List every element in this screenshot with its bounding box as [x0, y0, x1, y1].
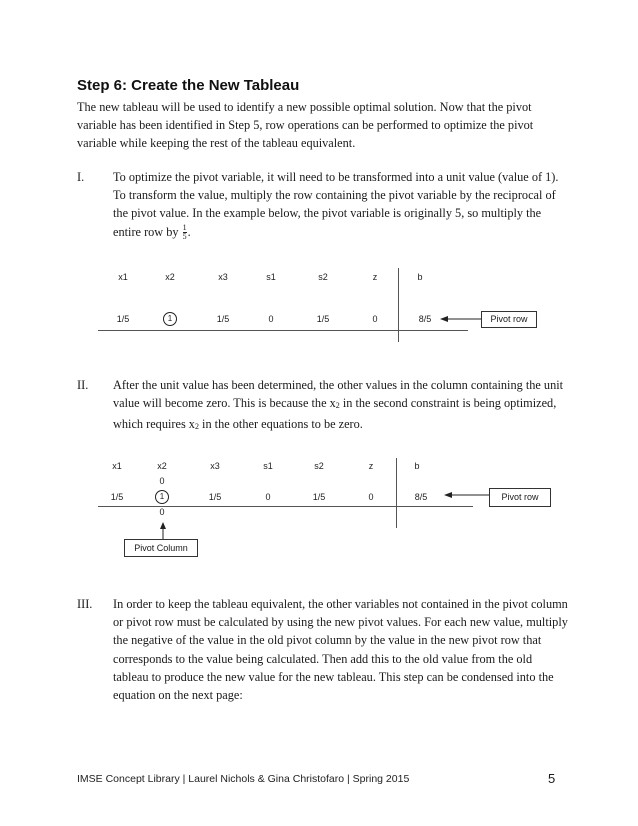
pivot-column-label: Pivot Column [124, 539, 198, 557]
item-text-part: To optimize the pivot variable, it will need to be transformed into a unit value (value of 1). To transform the value, multiply the row containing the pivot variable by the reciprocal of the pivot value. In the example below, the pivot variable is originally 5, so multiply the entire row by [113, 170, 559, 239]
value-cell: 1/5 [208, 492, 222, 502]
item-text-part: . [187, 224, 191, 239]
row-rule [98, 330, 468, 331]
pivot-circled-cell [155, 312, 185, 326]
subscript: 2 [335, 401, 340, 411]
item-text [113, 168, 568, 241]
zero-above: 0 [159, 476, 165, 486]
value-cell: 1/5 [316, 314, 330, 324]
value-cell: 1/5 [110, 492, 124, 502]
row-rule [98, 506, 473, 507]
header-cell: z [368, 461, 374, 471]
intro-paragraph: The new tableau will be used to identify a new possible optimal solution. Now that the pivot variable has been identified in Step 5, row operations can be performed to optimize the pivot variable while keeping the rest of the tableau equivalent. [77, 100, 534, 150]
pivot-element: 1 [155, 490, 169, 504]
value-cell: 0 [265, 492, 271, 502]
header-cell: z [372, 272, 378, 282]
item-text-part: in the second constraint is being optimized, which requires x [113, 396, 557, 432]
item-number: III. [77, 597, 93, 611]
header-cell: x3 [218, 272, 228, 282]
value-cell: 0 [268, 314, 274, 324]
header-cell: b [414, 461, 420, 471]
arrow-left-icon [444, 489, 490, 501]
header-cell: x1 [112, 461, 122, 471]
value-cell: 8/5 [418, 314, 432, 324]
page-number: 5 [548, 771, 556, 786]
pivot-circled-cell [147, 490, 177, 504]
rhs-divider [398, 268, 399, 342]
pivot-element: 1 [163, 312, 177, 326]
value-cell: 0 [372, 314, 378, 324]
header-cell: b [417, 272, 423, 282]
section-heading: Step 6: Create the New Tableau [77, 77, 300, 94]
subscript: 2 [194, 422, 199, 432]
fraction-one-fifth [183, 224, 187, 241]
header-cell: x3 [210, 461, 220, 471]
item-text-part: in the other equations to be zero. [198, 417, 363, 432]
header-cell: x1 [118, 272, 128, 282]
pivot-row-label: Pivot row [481, 311, 537, 328]
item-text-part: After the unit value has been determined, the other values in the column containing the unit value will become zero. This is because the x [113, 378, 564, 411]
header-cell: s1 [266, 272, 276, 282]
value-cell: 1/5 [312, 492, 326, 502]
value-cell: 0 [368, 492, 374, 502]
value-cell: 1/5 [216, 314, 230, 324]
header-cell: s1 [263, 461, 273, 471]
value-cell: 8/5 [414, 492, 428, 502]
fraction-numerator: 1 [182, 223, 187, 233]
rhs-divider [396, 458, 397, 528]
item-text: In order to keep the tableau equivalent, the other variables not contained in the pivot column or pivot row must be calculated by using the new pivot values. For each new value, multiply the negative of the value in the old pivot column by the value in the new pivot row that corresponds to the value being calculated. Then add this to the old value from the old tableau to produce the new value for the new tableau. This step can be condensed into the equation on the next page: [113, 597, 568, 703]
header-cell: x2 [165, 272, 175, 282]
header-cell: s2 [314, 461, 324, 471]
header-cell: x2 [157, 461, 167, 471]
item-text [113, 376, 568, 437]
value-cell: 1/5 [116, 314, 130, 324]
page-footer: IMSE Concept Library | Laurel Nichols & Gina Christofaro | Spring 2015 [77, 773, 410, 785]
fraction-denominator: 5 [182, 232, 187, 242]
tableau-figure-1 [100, 272, 520, 342]
arrow-up-icon [158, 522, 168, 540]
zero-below: 0 [159, 507, 165, 517]
arrow-left-icon [440, 313, 482, 325]
header-cell: s2 [318, 272, 328, 282]
pivot-row-label: Pivot row [489, 488, 551, 507]
item-number: I. [77, 170, 85, 184]
item-number: II. [77, 378, 89, 392]
